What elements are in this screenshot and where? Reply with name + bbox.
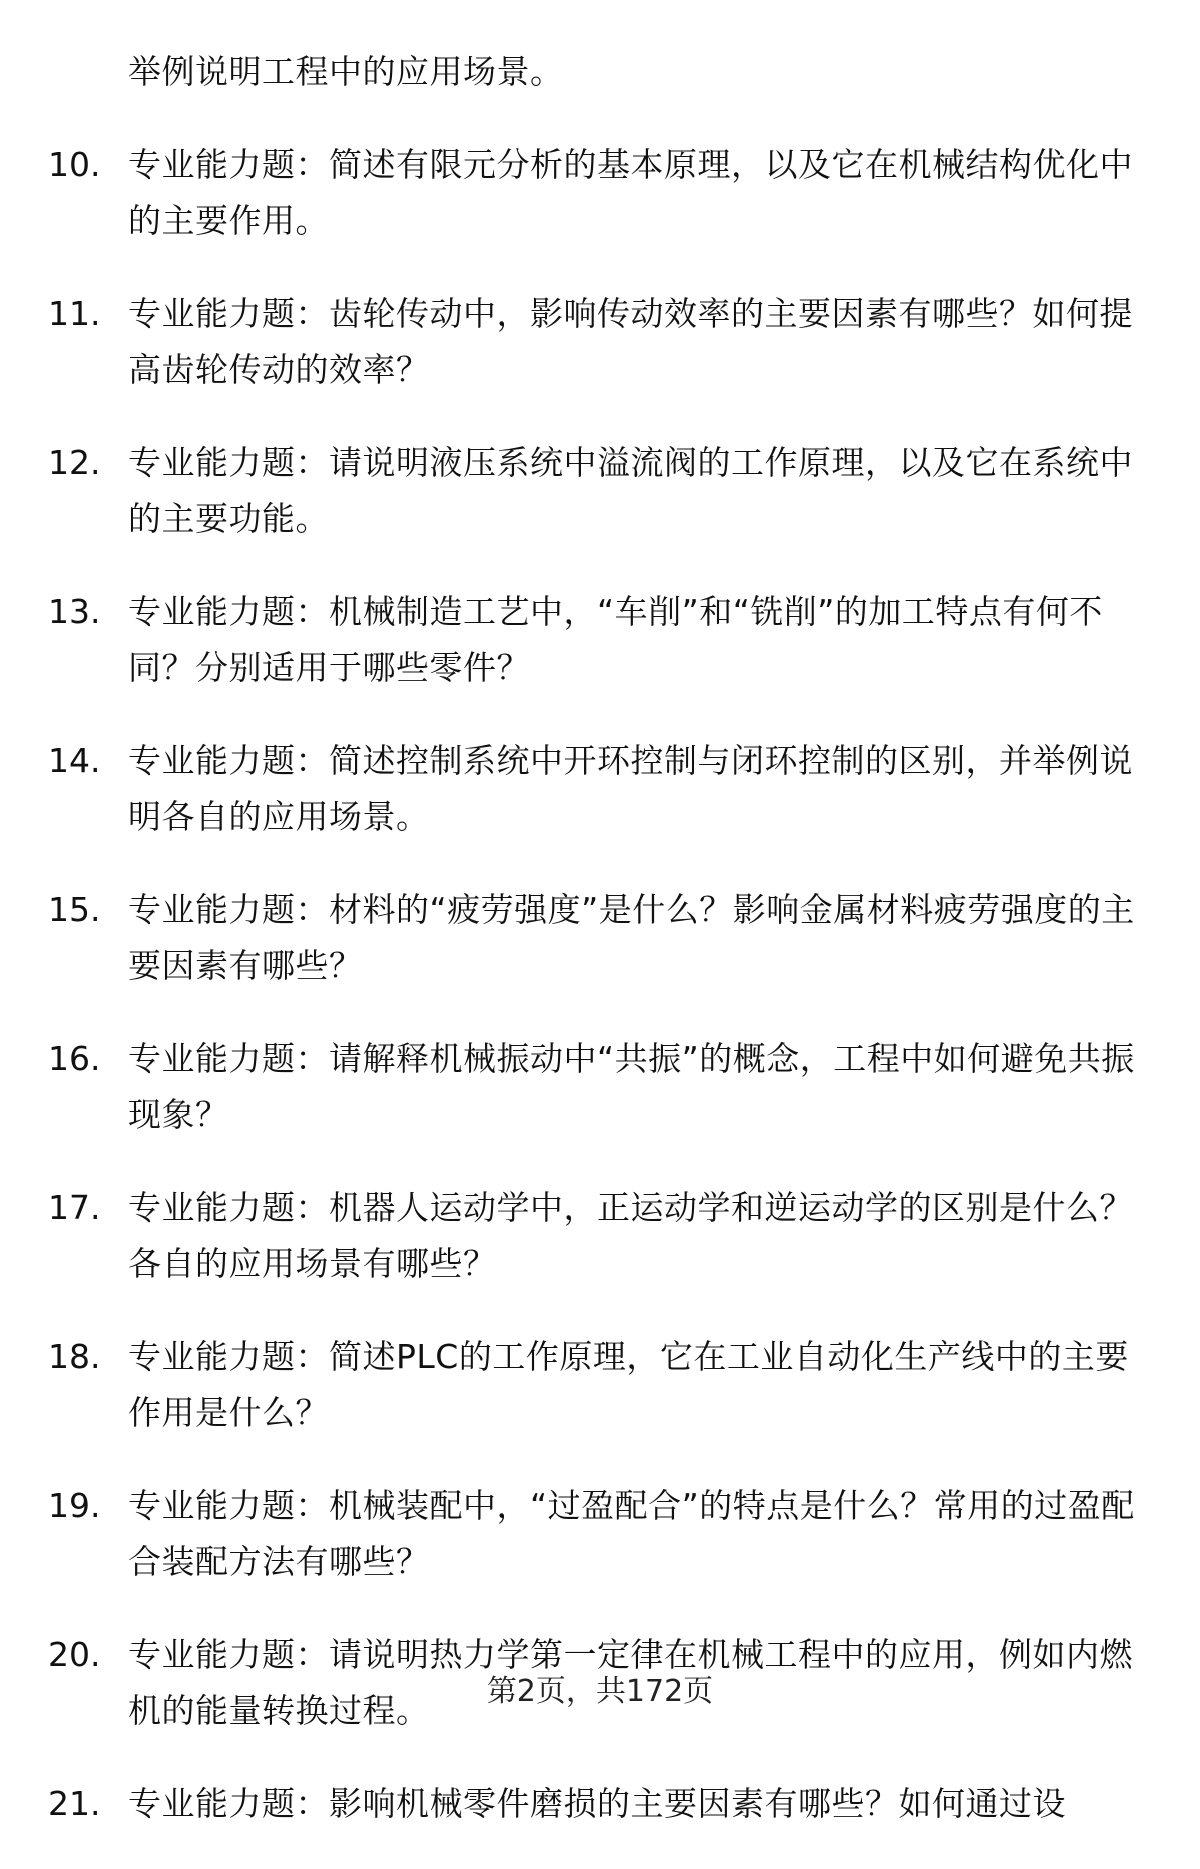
item-text: 专业能力题：材料的“疲劳强度”是什么？影响金属材料疲劳强度的主要因素有哪些？ [128,890,1135,985]
item-text: 专业能力题：请说明热力学第一定律在机械工程中的应用，例如内燃机的能量转换过程。 [128,1635,1133,1730]
list-item [48,1329,1153,1441]
list-item [48,1478,1153,1590]
item-text: 专业能力题：请说明液压系统中溢流阀的工作原理，以及它在系统中的主要功能。 [128,443,1133,538]
item-number: 10. [48,145,101,184]
item-number: 14. [48,741,101,780]
item-number: 21. [48,1784,101,1823]
question-list [48,44,1153,1869]
item-number: 13. [48,592,101,631]
item-text: 举例说明工程中的应用场景。 [128,52,564,91]
page-footer: 第2页，共172页 [486,1674,714,1709]
item-number: 17. [48,1188,101,1227]
item-number: 15. [48,890,101,929]
list-item [48,1031,1153,1143]
list-item [48,1776,1153,1832]
item-text: 专业能力题：影响机械零件磨损的主要因素有哪些？如何通过设 [128,1784,1066,1823]
item-text: 专业能力题：机械装配中，“过盈配合”的特点是什么？常用的过盈配合装配方法有哪些？ [128,1486,1135,1581]
list-item [48,137,1153,249]
item-text: 专业能力题：简述控制系统中开环控制与闭环控制的区别，并举例说明各自的应用场景。 [128,741,1133,836]
item-text: 专业能力题：简述PLC的工作原理，它在工业自动化生产线中的主要作用是什么？ [128,1337,1129,1432]
list-item [48,733,1153,845]
list-item [48,1180,1153,1292]
item-text: 专业能力题：齿轮传动中，影响传动效率的主要因素有哪些？如何提高齿轮传动的效率？ [128,294,1133,389]
item-number: 20. [48,1635,101,1674]
list-item [48,286,1153,398]
item-text: 专业能力题：机器人运动学中，正运动学和逆运动学的区别是什么？各自的应用场景有哪些？ [128,1188,1133,1283]
list-item-continuation [48,44,1153,100]
item-number: 18. [48,1337,101,1376]
item-text: 专业能力题：请解释机械振动中“共振”的概念，工程中如何避免共振现象？ [128,1039,1135,1134]
item-number: 12. [48,443,101,482]
list-item [48,584,1153,696]
item-number: 11. [48,294,101,333]
list-item [48,882,1153,994]
item-number: 16. [48,1039,101,1078]
item-text: 专业能力题：简述有限元分析的基本原理，以及它在机械结构优化中的主要作用。 [128,145,1133,240]
item-number: 19. [48,1486,101,1525]
item-text: 专业能力题：机械制造工艺中，“车削”和“铣削”的加工特点有何不同？分别适用于哪些零件？ [128,592,1103,687]
list-item [48,435,1153,547]
